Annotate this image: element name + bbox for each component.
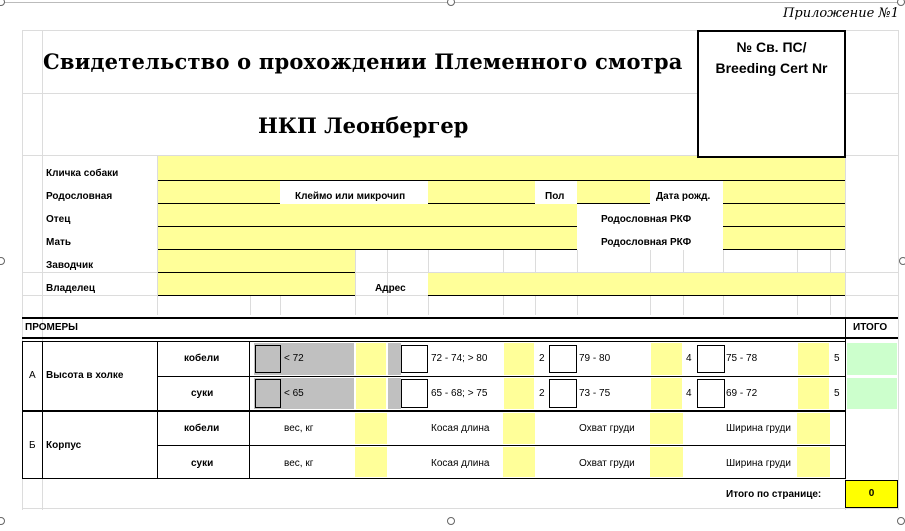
row-sex-label: суки — [191, 458, 214, 469]
section-letter-b: Б — [29, 440, 36, 451]
sire-pedigree-label: Родословная РКФ — [601, 214, 692, 225]
score-points: 4 — [686, 388, 692, 399]
measure-input[interactable] — [797, 413, 830, 444]
range-value: 69 - 72 — [726, 388, 758, 399]
score-checkbox[interactable] — [255, 345, 281, 373]
measure-label: Косая длина — [431, 423, 490, 434]
range-value: 73 - 75 — [579, 388, 611, 399]
page-total-label: Итого по странице: — [726, 489, 822, 500]
resize-handle[interactable] — [447, 0, 455, 6]
score-checkbox[interactable] — [549, 379, 577, 408]
address-label: Адрес — [375, 283, 406, 294]
measure-input[interactable] — [797, 447, 830, 477]
row-total-cell[interactable] — [847, 378, 897, 409]
total-header: ИТОГО — [853, 322, 888, 333]
appendix-label: Приложение №1 — [783, 6, 899, 21]
cert-label-line1: № Св. ПС/ — [736, 39, 807, 55]
dam-pedigree-label: Родословная РКФ — [601, 237, 692, 248]
resize-handle[interactable] — [899, 257, 905, 265]
score-input[interactable] — [651, 343, 682, 375]
range-value: < 72 — [284, 353, 304, 364]
resize-handle[interactable] — [447, 517, 455, 525]
measure-input[interactable] — [503, 447, 535, 477]
row-sex-label: суки — [191, 388, 214, 399]
row-sex-label: кобели — [184, 423, 220, 434]
cert-label-line2: Breeding Cert Nr — [715, 60, 828, 76]
sex-label: Пол — [545, 191, 565, 202]
score-points: 4 — [686, 353, 692, 364]
score-input[interactable] — [356, 343, 386, 375]
score-input[interactable] — [504, 343, 534, 375]
range-value: < 65 — [284, 388, 304, 399]
dog-name-field[interactable] — [158, 156, 845, 180]
chip-field[interactable] — [428, 181, 535, 203]
birth-date-label: Дата рожд. — [656, 191, 711, 202]
score-checkbox[interactable] — [697, 379, 725, 408]
measure-input[interactable] — [355, 413, 387, 444]
score-input[interactable] — [504, 378, 534, 409]
measure-label: вес, кг — [284, 423, 314, 434]
score-input[interactable] — [356, 378, 386, 409]
address-field[interactable] — [428, 273, 845, 295]
measurements-header: ПРОМЕРЫ — [25, 322, 78, 333]
sire-pedigree-field[interactable] — [723, 204, 845, 226]
sex-field[interactable] — [577, 181, 650, 203]
pedigree-field[interactable] — [158, 181, 280, 203]
sire-label: Отец — [46, 214, 71, 225]
score-checkbox[interactable] — [255, 379, 281, 408]
measure-label: Охват груди — [579, 458, 635, 469]
score-points: 5 — [834, 353, 840, 364]
score-input[interactable] — [798, 343, 829, 375]
measure-label: Ширина груди — [726, 458, 791, 469]
measure-label: Ширина груди — [726, 423, 791, 434]
score-checkbox[interactable] — [401, 345, 428, 373]
range-value: 72 - 74; > 80 — [431, 353, 488, 364]
score-points: 2 — [539, 388, 545, 399]
pedigree-label: Родословная — [46, 191, 113, 202]
page-total-value[interactable]: 0 — [845, 480, 898, 508]
measure-input[interactable] — [650, 413, 683, 444]
score-checkbox[interactable] — [401, 379, 428, 408]
owner-field[interactable] — [158, 273, 355, 295]
chip-label: Клеймо или микрочип — [295, 191, 406, 202]
score-input[interactable] — [651, 378, 682, 409]
resize-handle[interactable] — [0, 0, 5, 6]
row-total-cell[interactable] — [847, 343, 897, 375]
dog-name-label: Кличка собаки — [46, 168, 119, 179]
row-sex-label: кобели — [184, 353, 220, 364]
score-checkbox[interactable] — [697, 345, 725, 373]
measure-input[interactable] — [503, 413, 535, 444]
score-points: 5 — [834, 388, 840, 399]
measure-input[interactable] — [355, 447, 387, 477]
breeder-label: Заводчик — [46, 260, 94, 271]
document-subtitle: НКП Леонбергер — [258, 113, 469, 138]
resize-handle[interactable] — [0, 257, 5, 265]
section-letter-a: А — [29, 370, 36, 381]
document-title: Свидетельство о прохождении Племенного смотра — [43, 49, 683, 74]
dam-field[interactable] — [158, 227, 577, 249]
dam-label: Мать — [46, 237, 72, 248]
score-points: 2 — [539, 353, 545, 364]
score-input[interactable] — [798, 378, 829, 409]
breeder-field[interactable] — [158, 250, 355, 272]
owner-label: Владелец — [46, 283, 95, 294]
cert-number-box[interactable] — [697, 30, 846, 158]
range-value: 75 - 78 — [726, 353, 758, 364]
section-name-height: Высота в холке — [46, 370, 124, 381]
range-value: 79 - 80 — [579, 353, 611, 364]
birth-date-field[interactable] — [723, 181, 845, 203]
measure-label: вес, кг — [284, 458, 314, 469]
section-name-body: Корпус — [46, 440, 82, 451]
measure-label: Охват груди — [579, 423, 635, 434]
measure-label: Косая длина — [431, 458, 490, 469]
measure-input[interactable] — [650, 447, 683, 477]
range-value: 65 - 68; > 75 — [431, 388, 488, 399]
resize-handle[interactable] — [897, 517, 905, 525]
dam-pedigree-field[interactable] — [723, 227, 845, 249]
sire-field[interactable] — [158, 204, 577, 226]
resize-handle[interactable] — [0, 517, 5, 525]
score-checkbox[interactable] — [549, 345, 577, 373]
